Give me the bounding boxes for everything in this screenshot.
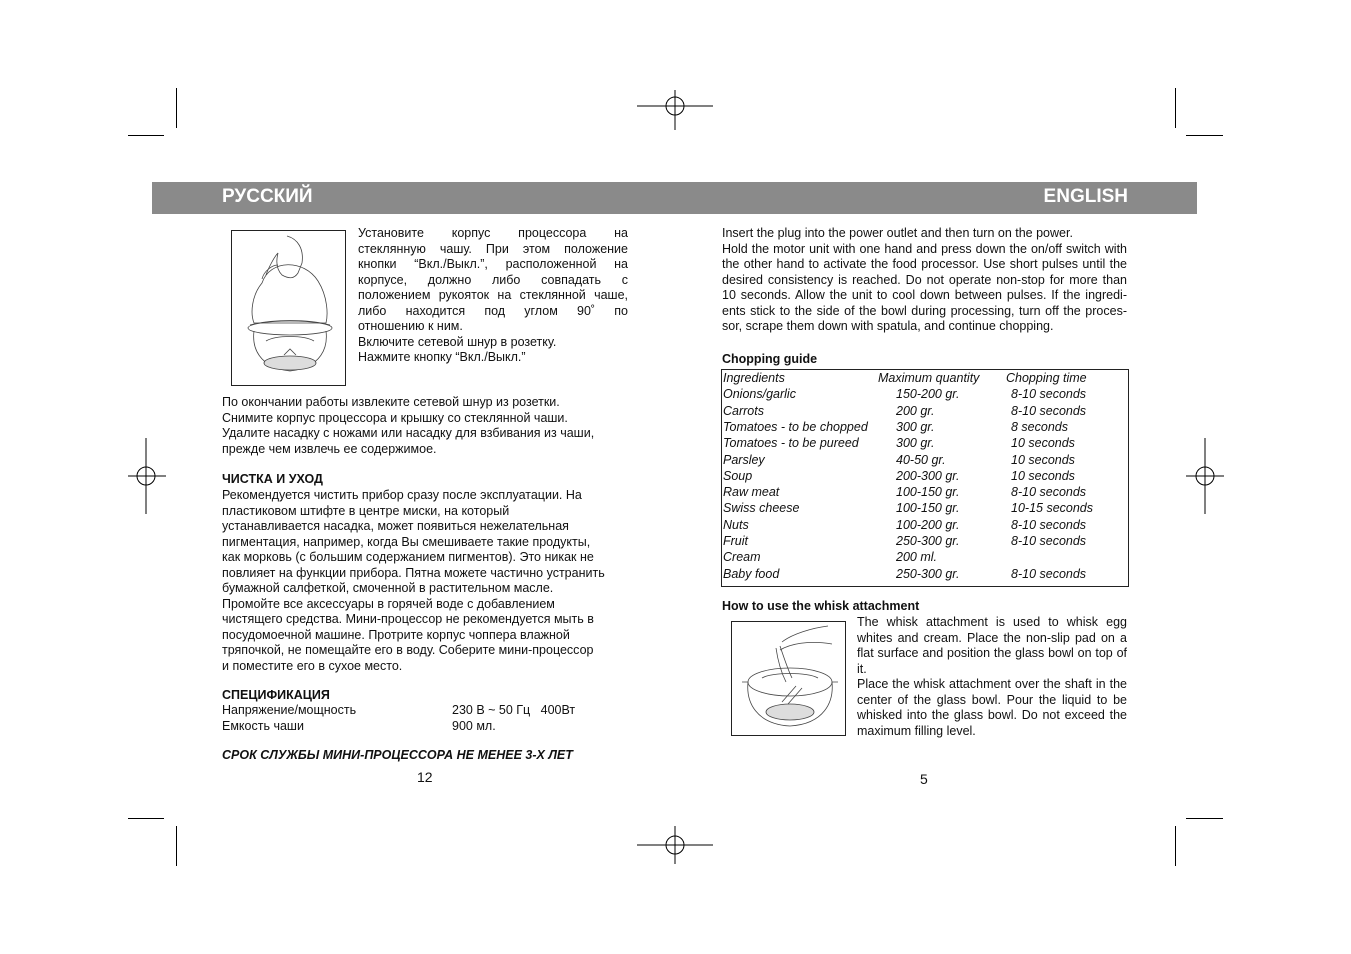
spec-row <box>222 719 642 735</box>
table-row: Nuts 100-200 gr. 8-10 seconds <box>723 517 1087 532</box>
ru-cleaning-heading: ЧИСТКА И УХОД <box>222 472 323 486</box>
header-english: ENGLISH <box>1043 186 1128 207</box>
whisk-heading: How to use the whisk attachment <box>722 599 920 613</box>
assembly-illustration <box>231 230 346 386</box>
table-row: Cream 200 ml. <box>723 550 937 565</box>
spec-value: 900 мл. <box>452 719 496 733</box>
table-header-row <box>722 371 1128 387</box>
table-row: Fruit 250-300 gr. 8-10 seconds <box>723 534 1087 548</box>
header-quantity: Maximum quantity <box>878 371 980 385</box>
table-row: Carrots 200 gr. 8-10 seconds <box>723 403 1087 418</box>
table-row: Swiss cheese 100-150 gr. 10-15 seconds <box>723 501 1094 516</box>
registration-mark-right <box>1186 438 1224 514</box>
ru-lifetime-note: СРОК СЛУЖБЫ МИНИ-ПРОЦЕССОРА НЕ МЕНЕЕ 3-Х ЛЕТ <box>222 748 573 762</box>
spec-value: 230 В ~ 50 Гц 400Вт <box>452 703 576 717</box>
language-header-bar <box>152 182 1197 214</box>
spec-label: Емкость чаши <box>222 719 304 733</box>
ru-intro-text: Установите корпус процессора на стеклянную чашу. При этом положение кнопки “Вкл./Выкл.”, расположенной на корпусе, должно либо совпадать с положением рукояток на стеклянной чаше, либо находится под углом 90˚ по отношению к ним. Включите сетевой шнур в розетку. Нажмите кнопку “Вкл./Выкл.” <box>358 226 628 364</box>
registration-mark-left <box>128 438 166 514</box>
ru-spec-heading: СПЕЦИФИКАЦИЯ <box>222 688 330 702</box>
table-row: Tomatoes - to be chopped 300 gr. 8 seconds <box>723 419 1068 434</box>
registration-mark-bottom <box>637 826 713 864</box>
chopping-guide-heading: Chopping guide <box>722 352 818 366</box>
table-row: Tomatoes - to be pureed 300 gr. 10 seconds <box>723 436 1075 451</box>
ru-after-use-text: По окончании работы извлеките сетевой шнур из розетки. Снимите корпус процессора и крышку со стеклянной чаши. Удалите насадку с ножами или насадку для взбивания из чаши, прежде чем извлечь ее содержимое. <box>222 395 595 456</box>
header-time: Chopping time <box>1006 371 1087 385</box>
spec-row <box>222 703 642 719</box>
page-number-left: 12 <box>417 769 433 785</box>
header-russian: РУССКИЙ <box>222 186 313 207</box>
table-row: Soup 200-300 gr. 10 seconds <box>723 468 1075 483</box>
ru-spec-table <box>222 703 642 735</box>
table-row: Onions/garlic 150-200 gr. 8-10 seconds <box>723 387 1087 402</box>
page-number-right: 5 <box>920 771 928 787</box>
table-row: Baby food 250-300 gr. 8-10 seconds <box>723 566 1087 581</box>
spec-label: Напряжение/мощность <box>222 703 357 717</box>
header-ingredients: Ingredients <box>723 371 785 385</box>
table-row: Parsley 40-50 gr. 10 seconds <box>723 452 1075 467</box>
chopping-guide-table <box>721 369 1129 587</box>
en-intro-text: Insert the plug into the power outlet and then turn on the power. Hold the motor unit with one hand and press down the on/off switch with the other hand to activate the food processor. Use short pulses until the desired consistency is reached. Do not operate non-stop for more than 10 seconds. Allow the unit to cool down between pulses. If the ingredi- ents stick to the side of the bowl during processing, turn off the proces- sor, scrape them down with spatula, and continue chopping. <box>722 226 1127 333</box>
registration-mark-top <box>637 90 713 130</box>
ru-cleaning-text: Рекомендуется чистить прибор сразу после эксплуатации. На пластиковом штифте в центре миски, на который устанавливается насадка, может появиться нежелательная пигментация, например, когда Вы смешиваете такие продукты, как морковь (с большим содержанием пигментов). Это никак не повлияет на функции прибора. Пятна можете частично устранить бумажной салфеткой, смоченной в растительном масле. Промойте все аксессуары в горячей воде с добавлением чистящего средства. Мини-процессор не рекомендуется мыть в посудомоечной машине. Протрите корпус чоппера влажной тряпочкой, не помещайте его в воду. Соберите мини-процессор и поместите его в сухое место. <box>222 488 605 673</box>
table-row: Raw meat 100-150 gr. 8-10 seconds <box>723 485 1087 500</box>
whisk-illustration <box>731 621 846 736</box>
whisk-text: The whisk attachment is used to whisk egg whites and cream. Place the non-slip pad on a flat surface and position the glass bowl on top of it. Place the whisk attachment over the shaft in the center of the glass bowl. Pour the liquid to be whisked into the glass bowl. Do not exceed the maximum filling level. <box>857 615 1127 738</box>
